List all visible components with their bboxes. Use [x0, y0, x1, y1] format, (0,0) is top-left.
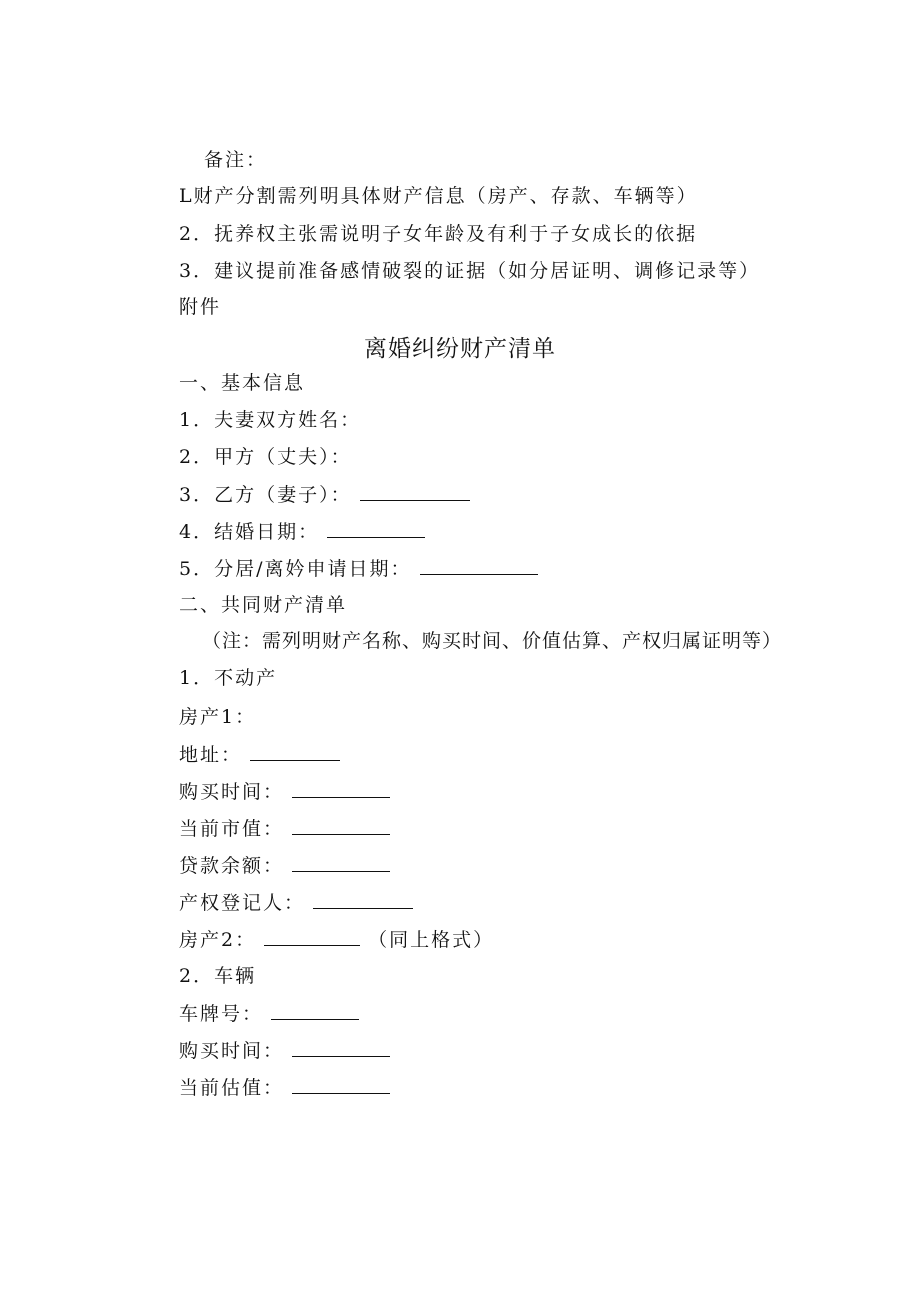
vehicle-purchase-time-label: 购买时间：	[179, 1040, 285, 1062]
loan-balance-label: 贷款余额：	[179, 855, 285, 877]
address-blank[interactable]	[250, 742, 340, 761]
registrant-blank[interactable]	[313, 890, 413, 909]
market-value-label: 当前市值：	[179, 818, 285, 840]
wife-name-blank[interactable]	[360, 482, 470, 501]
vehicles-heading: 2．车辆	[179, 965, 257, 987]
house2-blank[interactable]	[264, 927, 360, 946]
document-title: 离婚纠纷财产清单	[364, 336, 556, 362]
basic-info-item-4	[179, 519, 425, 544]
house2-row	[179, 927, 494, 952]
attachment-label: 附件	[179, 296, 222, 318]
section2-heading: 二、共同财产清单	[179, 594, 348, 616]
vehicle-value-label: 当前估值：	[179, 1077, 285, 1099]
section1-heading: 一、基本信息	[179, 372, 306, 394]
basic-info-item-2: 2．甲方（丈夫）：	[179, 446, 352, 468]
house1-registrant	[179, 890, 413, 915]
purchase-time-blank[interactable]	[292, 779, 390, 798]
basic-info-label-3: 3．乙方（妻子）：	[179, 484, 352, 506]
basic-info-item-1: 1．夫妻双方姓名：	[179, 409, 362, 431]
house1-purchase-time	[179, 779, 390, 804]
note-item-2: 2．抚养权主张需说明子女年龄及有利于子女成长的依据	[179, 223, 698, 245]
plate-blank[interactable]	[271, 1001, 359, 1020]
basic-info-label-5: 5．分居/离妗申请日期：	[179, 558, 412, 580]
vehicle-value-blank[interactable]	[292, 1075, 390, 1094]
marriage-date-blank[interactable]	[327, 519, 425, 538]
purchase-time-label: 购买时间：	[179, 781, 285, 803]
vehicle-value	[179, 1075, 390, 1100]
market-value-blank[interactable]	[292, 816, 390, 835]
house2-label: 房产2：	[179, 929, 257, 951]
notes-heading: 备注：	[204, 149, 268, 171]
vehicle-purchase-time	[179, 1038, 390, 1063]
house1-label: 房产1：	[179, 706, 257, 728]
basic-info-label-4: 4．结婚日期：	[179, 521, 320, 543]
house1-market-value	[179, 816, 390, 841]
realestate-heading: 1．不动产	[179, 667, 278, 689]
registrant-label: 产权登记人：	[179, 892, 306, 914]
plate-label: 车牌号：	[179, 1003, 264, 1025]
house1-address	[179, 742, 340, 767]
basic-info-item-3	[179, 482, 470, 507]
vehicle-plate	[179, 1001, 359, 1026]
loan-balance-blank[interactable]	[292, 853, 390, 872]
house1-loan-balance	[179, 853, 390, 878]
note-item-3: 3．建议提前准备感情破裂的证据（如分居证明、调修记录等）	[179, 260, 761, 282]
note-item-1: L财产分割需列明具体财产信息（房产、存款、车辆等）	[179, 185, 698, 207]
vehicle-purchase-time-blank[interactable]	[292, 1038, 390, 1057]
address-label: 地址：	[179, 744, 243, 766]
house2-suffix: （同上格式）	[368, 929, 495, 951]
basic-info-item-5	[179, 556, 538, 581]
separation-date-blank[interactable]	[420, 556, 538, 575]
section2-note: （注：需列明财产名称、购买时间、价值估算、产权归属证明等）	[202, 630, 783, 652]
